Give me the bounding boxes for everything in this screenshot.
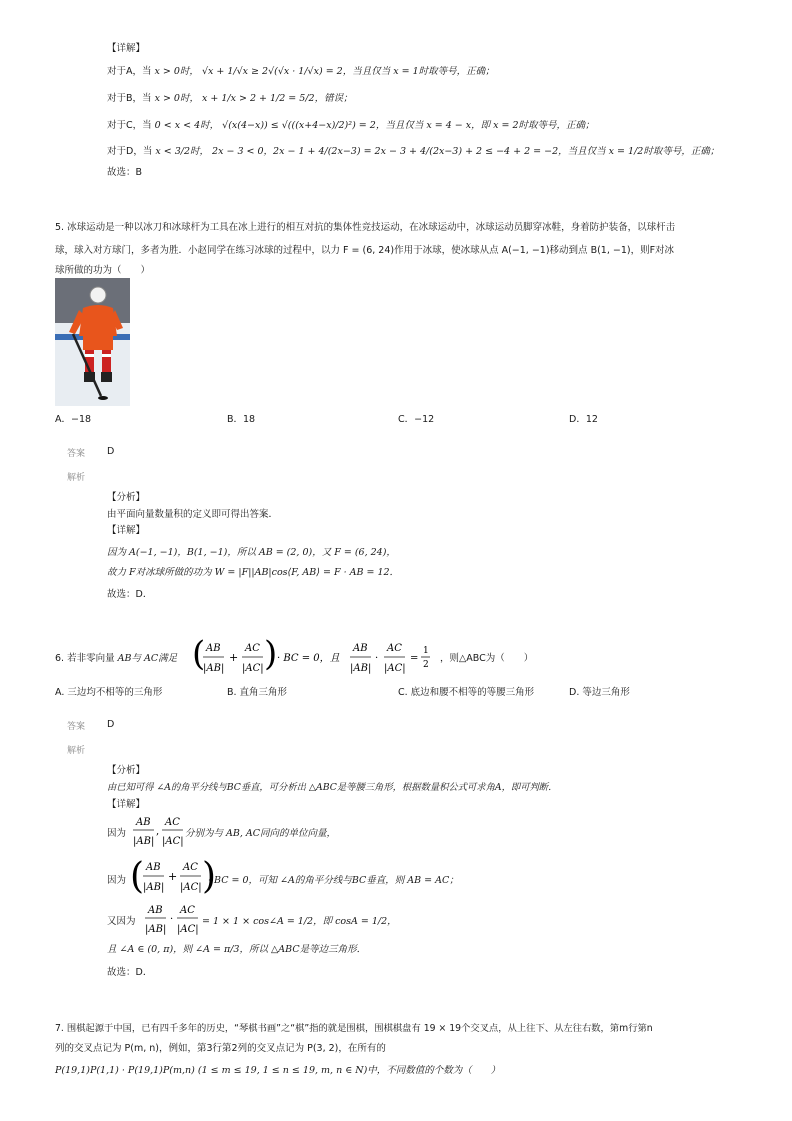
- q6-conclusion: 故选：D．: [107, 967, 153, 978]
- option-d-expression: 2x − 3 < 0，2x − 1 + 4/(2x−3) = 2x − 3 + 4/(2x−3) + 2 ≤ −4 + 2 = −2，当且仅当 x = 1/2时取等号，正确；: [212, 146, 720, 157]
- q5-analysis-tag: 【分析】: [107, 492, 146, 503]
- svg-text:AB: AB: [148, 905, 163, 916]
- option-c-expression: √(x(4−x)) ≤ √(((x+4−x)/2)²) = 2，当且仅当 x = 4 − x，即 x = 2时取等号，正确；: [222, 120, 595, 131]
- svg-text:1: 1: [423, 646, 429, 656]
- option-d-prefix: 对于D，当: [107, 146, 153, 157]
- q6-detail-2-suffix: [208, 872, 459, 886]
- q6-detail-3-prefix: 又因为: [107, 916, 136, 927]
- q6-dot-product-formula: [142, 900, 202, 940]
- q5-option-a: A．−18: [55, 414, 92, 425]
- q6-analysis-label: 解析: [67, 746, 86, 756]
- q5-conclusion: 故选：D．: [107, 589, 153, 600]
- q5-analysis-text: 由平面向量数量积的定义即可得出答案．: [107, 509, 279, 520]
- q6-answer-label: 答案: [67, 722, 86, 732]
- q5-option-b: B．18: [227, 414, 256, 425]
- svg-text:· BC = 0，且: · BC = 0，且: [277, 653, 340, 664]
- svg-text:+: +: [229, 651, 239, 664]
- q5-stem-line-2: 球，球入对方球门，多者为胜．小赵同学在练习冰球的过程中，以力 F = (6, 24)作用于冰球，使冰球从点 A(−1, −1)移动到点 B(1, −1)，则F对冰: [55, 245, 675, 256]
- svg-text:|AB|: |AB|: [350, 663, 372, 674]
- svg-text:·: ·: [170, 914, 174, 925]
- svg-text:|AB|: |AB|: [145, 924, 167, 935]
- svg-text:|AC|: |AC|: [384, 663, 406, 674]
- option-d-condition: x < 3/2时，: [155, 146, 210, 157]
- option-c-prefix: 对于C，当: [107, 120, 152, 131]
- svg-text:(: (: [192, 634, 206, 674]
- q6-stem-suffix: ，则△ABC为（ ）: [440, 653, 534, 664]
- option-a-prefix: 对于A，当: [107, 66, 152, 77]
- q6-dot-bc: · BC = 0: [208, 875, 249, 886]
- svg-text:2: 2: [423, 660, 429, 670]
- svg-text:|AC|: |AC|: [180, 882, 202, 893]
- option-a-condition: x > 0时，: [154, 66, 199, 77]
- q6-stem-vector-ac: AC满足: [144, 653, 178, 664]
- option-d-analysis: [107, 143, 719, 157]
- svg-text:AC: AC: [387, 643, 402, 654]
- q6-detail-2-text: ，可知 ∠A的角平分线与BC垂直，则 AB = AC；: [248, 875, 459, 886]
- q6-unit-vectors-formula: [130, 812, 185, 852]
- svg-text:|AC|: |AC|: [242, 663, 264, 674]
- q6-option-a: A. 三边均不相等的三角形: [55, 687, 163, 698]
- svg-text:(: (: [130, 856, 145, 897]
- svg-text:|AB|: |AB|: [133, 836, 155, 847]
- option-a-expression: √x + 1/√x ≥ 2√(√x · 1/√x) = 2，当且仅当 x = 1时取等号，正确；: [201, 66, 495, 77]
- svg-text:=: =: [410, 653, 419, 664]
- hockey-player-photo: [55, 278, 130, 406]
- svg-text:AC: AC: [245, 643, 260, 654]
- option-c-condition: 0 < x < 4时，: [154, 120, 220, 131]
- svg-text:AC: AC: [165, 817, 180, 828]
- q6-detail-3-suffix: = 1 × 1 × cos∠A = 1/2，即 cosA = 1/2，: [202, 916, 397, 927]
- block4-conclusion: 故选：B: [107, 167, 143, 178]
- q6-condition-formula: [190, 632, 445, 682]
- q6-stem-prefix: 6. 若非零向量: [55, 653, 115, 664]
- q5-option-c: C．−12: [398, 414, 435, 425]
- q6-analysis-tag: 【分析】: [107, 765, 146, 776]
- q5-stem-line-3: 球所做的功为（ ）: [55, 265, 151, 276]
- q6-detail-1-prefix: 因为: [107, 828, 127, 839]
- q6-answer-value: D: [107, 719, 115, 730]
- q5-detail-tag: 【详解】: [107, 525, 146, 536]
- q7-stem-line-2: 列的交叉点记为 P(m, n)，例如，第3行第2列的交叉点记为 P(3, 2)，在所有的: [55, 1043, 386, 1054]
- q5-option-d: D．12: [569, 414, 598, 425]
- svg-text:|AB|: |AB|: [143, 882, 165, 893]
- svg-text:,: ,: [156, 826, 160, 837]
- svg-text:AC: AC: [180, 905, 195, 916]
- svg-text:): ): [264, 634, 278, 674]
- option-c-analysis: [107, 117, 595, 131]
- svg-text:AB: AB: [146, 862, 161, 873]
- option-b-prefix: 对于B，当: [107, 93, 152, 104]
- svg-text:AB: AB: [136, 817, 151, 828]
- q6-detail-tag: 【详解】: [107, 799, 146, 810]
- svg-text:|AC|: |AC|: [162, 836, 184, 847]
- svg-text:AC: AC: [183, 862, 198, 873]
- q6-detail-2-prefix: 因为: [107, 875, 127, 886]
- q6-detail-1-suffix: 分别为与 AB, AC同向的单位向量，: [185, 828, 337, 839]
- q5-detail-line-1: 因为 A(−1, −1)，B(1, −1)，所以 AB = (2, 0)，又 F = (6, 24)，: [107, 547, 396, 558]
- q5-answer-label: 答案: [67, 449, 86, 459]
- option-b-expression: x + 1/x > 2 + 1/2 = 5/2，错误；: [202, 93, 353, 104]
- q6-detail-4: 且 ∠A ∈ (0, π)，则 ∠A = π/3，所以 △ABC是等边三角形．: [107, 944, 367, 955]
- q6-analysis-text: 由已知可得 ∠A的角平分线与BC垂直，可分析出 △ABC是等腰三角形，根据数量积公式可求角A，即可判断．: [107, 782, 558, 793]
- detail-tag: 【详解】: [107, 43, 146, 54]
- option-a-analysis: [107, 63, 495, 77]
- q6-stem: [55, 650, 177, 664]
- q5-analysis-label: 解析: [67, 473, 86, 483]
- option-b-condition: x > 0时，: [154, 93, 199, 104]
- q7-stem-line-1: 7. 围棋起源于中国，已有四千多年的历史，“琴棋书画”之“棋”指的就是围棋，围棋棋盘有 19 × 19个交叉点，从上往下、从左往右数，第m行第n: [55, 1023, 653, 1034]
- q6-sum-formula: [130, 854, 220, 902]
- svg-text:AB: AB: [353, 643, 368, 654]
- svg-text:·: ·: [375, 653, 379, 664]
- q6-stem-vector-ab: AB与: [117, 653, 141, 664]
- option-b-analysis: [107, 90, 353, 104]
- q6-option-b: B. 直角三角形: [227, 687, 288, 698]
- q6-option-c: C. 底边和腰不相等的等腰三角形: [398, 687, 535, 698]
- q6-option-d: D. 等边三角形: [569, 687, 630, 698]
- svg-text:|AC|: |AC|: [177, 924, 199, 935]
- q7-stem-line-3: P(19,1)P(1,1) · P(19,1)P(m,n) (1 ≤ m ≤ 19, 1 ≤ n ≤ 19, m, n ∈ N)中，不同数值的个数为（ ）: [55, 1065, 501, 1076]
- svg-text:): ): [202, 856, 217, 897]
- svg-text:AB: AB: [206, 643, 221, 654]
- svg-text:|AB|: |AB|: [203, 663, 225, 674]
- svg-text:+: +: [168, 870, 178, 883]
- q5-stem-line-1: 5. 冰球运动是一种以冰刀和冰球杆为工具在冰上进行的相互对抗的集体性竞技运动，在冰球运动中，冰球运动员脚穿冰鞋，身着防护装备，以球杆击: [55, 222, 676, 233]
- q5-detail-line-2: 故力 F对冰球所做的功为 W = |F||AB|cos⟨F, AB⟩ = F · AB = 12．: [107, 567, 400, 578]
- q5-answer-value: D: [107, 446, 115, 457]
